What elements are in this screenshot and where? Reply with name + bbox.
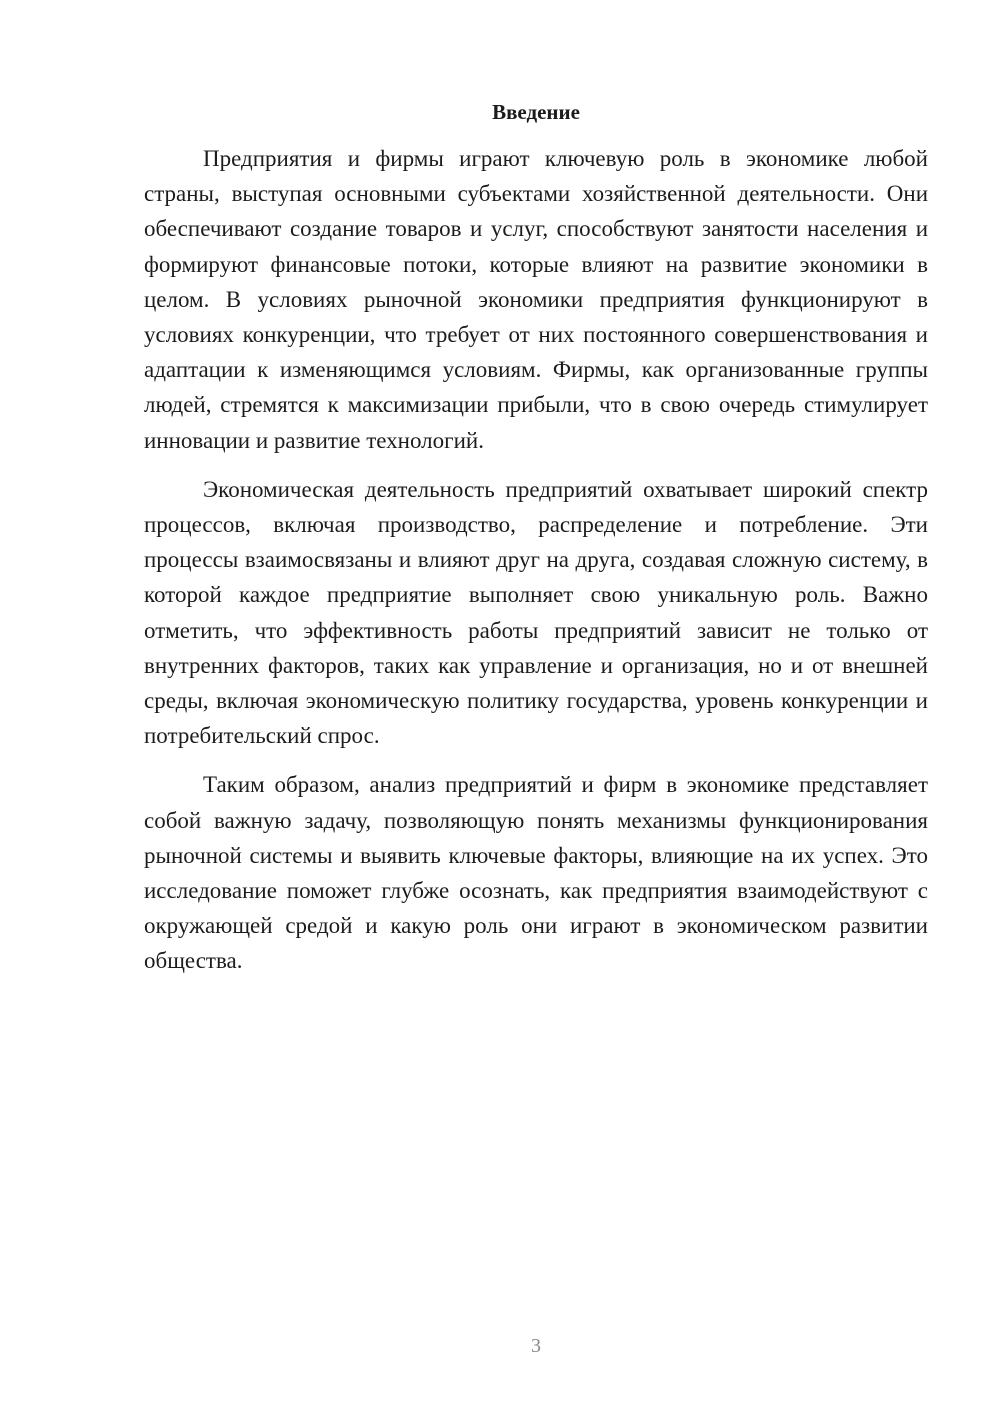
paragraph-1: Предприятия и фирмы играют ключевую роль в экономике любой страны, выступая основными субъектами хозяйственной деятельности. Они обеспечивают создание товаров и услуг, способствуют занятости населения и формируют финансовые потоки, которые влияют на развитие экономики в целом. В условиях рыночной экономики предприятия функционируют в условиях конкуренции, что требует от них постоянного совершенствования и адаптации к изменяющимся условиям. Фирмы, как организованные группы людей, стремятся к максимизации прибыли, что в свою очередь стимулирует инновации и развитие технологий.	[144, 146, 928, 453]
paragraph-3: Таким образом, анализ предприятий и фирм в экономике представляет собой важную задачу, позволяющую понять механизмы функционирования рыночной системы и выявить ключевые факторы, влияющие на их успех. Это исследование поможет глубже осознать, как предприятия взаимодействуют с окружающей средой и какую роль они играют в экономическом развитии общества.	[144, 772, 928, 974]
paragraph-2: Экономическая деятельность предприятий охватывает широкий спектр процессов, включая производство, распределение и потребление. Эти процессы взаимосвязаны и влияют друг на друга, создавая сложную систему, в которой каждое предприятие выполняет свою уникальную роль. Важно отметить, что эффективность работы предприятий зависит не только от внутренних факторов, таких как управление и организация, но и от внешней среды, включая экономическую политику государства, уровень конкуренции и потребительский спрос.	[144, 476, 928, 749]
section-heading: Введение	[492, 100, 580, 124]
body-text	[144, 141, 928, 993]
page-number: 3	[531, 1335, 541, 1357]
